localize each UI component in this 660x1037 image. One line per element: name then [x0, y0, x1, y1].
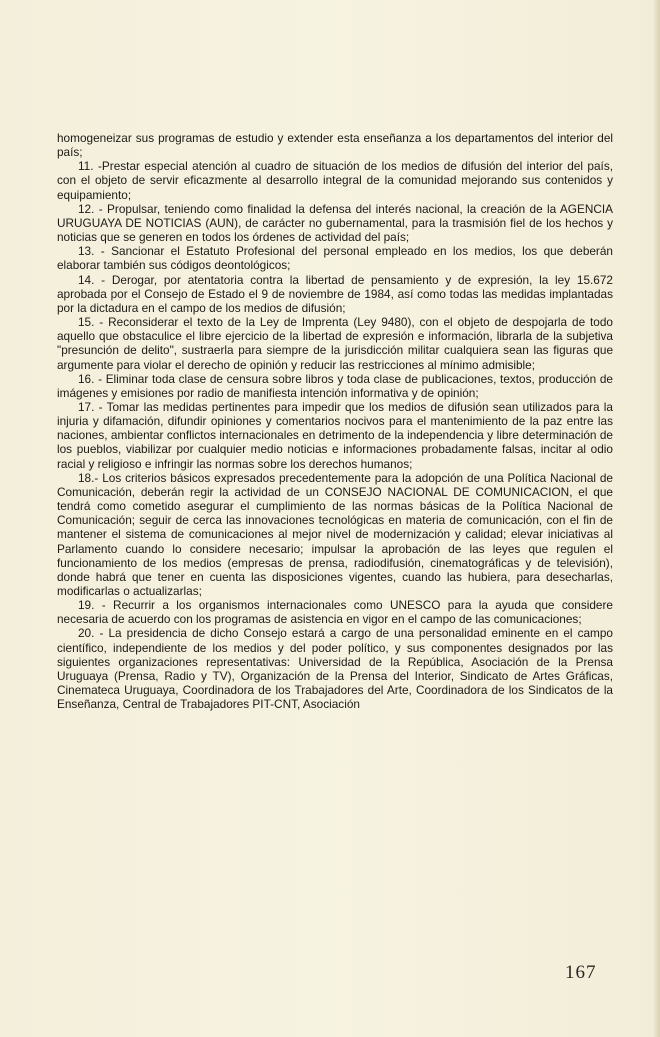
- paragraph-item-20: 20. - La presidencia de dicho Consejo estará a cargo de una personalidad eminente en el campo científico, independiente de los medios y del poder político, y sus componentes designados por las siguientes organizaciones representativas: Universidad de la República, Asociación de la Prensa Uruguaya (Prensa, Radio y TV), Organización de la Prensa del Interior, Sindicato de Artes Gráficas, Cinemateca Uruguaya, Coordinadora de los Trabajadores del Arte, Coordinadora de los Sindicatos de la Enseñanza, Central de Trabajadores PIT-CNT, Asociación: [57, 626, 613, 712]
- paragraph-item-18: 18.- Los criterios básicos expresados precedentemente para la adopción de una Política Nacional de Comunicación, deberán regir la actividad de un CONSEJO NACIONAL DE COMUNICACION, el que tendrá como cometido asegurar el cumplimiento de las normas básicas de la Política Nacional de Comunicación; seguir de cerca las innovaciones tecnológicas en materia de comunicación, con el fin de mantener el sistema de comunicaciones al mejor nivel de modernización y calidad; elevar iniciativas al Parlamento cuando lo considere necesario; impulsar la aprobación de las leyes que regulen el funcionamiento de los medios (empresas de prensa, radiodifusión, cinematográficas y de televisión), donde habrá que tener en cuenta las disposiciones vigentes, cuando las hubiera, para desecharlas, modificarlas o actualizarlas;: [57, 470, 613, 598]
- paragraph-item-16: 16. - Eliminar toda clase de censura sobre libros y toda clase de publicaciones, textos, producción de imágenes y emisiones por radio de manifiesta intención informativa y de opinión;: [57, 371, 613, 400]
- paragraph-continuation: homogeneizar sus programas de estudio y extender esta enseñanza a los departamentos del interior del país;: [57, 131, 613, 160]
- paragraph-item-12: 12. - Propulsar, teniendo como finalidad la defensa del interés nacional, la creación de la AGENCIA URUGUAYA DE NOTICIAS (AUN), de carácter no gubernamental, para la trasmisión fiel de los hechos y noticias que se generen en todos los órdenes de actividad del país;: [57, 201, 613, 245]
- page-edge: [654, 0, 660, 1037]
- paragraph-item-17: 17. - Tomar las medidas pertinentes para impedir que los medios de difusión sean utilizados para la injuria y difamación, difundir opiniones y comentarios nocivos para el mantenimiento de la paz entre las naciones, ambientar conflictos internacionales en detrimento de la independencia y libre determinación de los pueblos, viabilizar por cualquier medio noticias e informaciones probadamente falsas, incitar al odio racial y religioso e infringir las normas sobre los derechos humanos;: [57, 399, 613, 471]
- paragraph-item-14: 14. - Derogar, por atentatoria contra la libertad de pensamiento y de expresión, la ley 15.672 aprobada por el Consejo de Estado el 9 de noviembre de 1984, así como todas las medidas implantadas por la dictadura en el campo de los medios de difusión;: [57, 272, 613, 315]
- paragraph-item-19: 19. - Recurrir a los organismos internacionales como UNESCO para la ayuda que considere necesaria de acuerdo con los programas de asistencia en vigor en el campo de las comunicaciones;: [57, 598, 613, 627]
- paragraph-item-11: 11. -Prestar especial atención al cuadro de situación de los medios de difusión del interior del país, con el objeto de servir eficazmente al desarrollo integral de la comunidad mejorando sus contenidos y equipamiento;: [57, 159, 613, 202]
- page-number: 167: [565, 962, 597, 983]
- body-text: [57, 131, 613, 711]
- paragraph-item-15: 15. - Reconsiderar el texto de la Ley de Imprenta (Ley 9480), con el objeto de despojarla de todo aquello que obstaculice el libre ejercicio de la libertad de expresión e información, librarla de la subjetiva "presunción de delito", sustraerla para siempre de la jurisdicción militar cualquiera sean las figuras que argumente para violar el derecho de opinión y reducir las restricciones al mínimo admisible;: [57, 315, 613, 372]
- paragraph-item-13: 13. - Sancionar el Estatuto Profesional del personal empleado en los medios, los que deberán elaborar también sus códigos deontológicos;: [57, 244, 613, 273]
